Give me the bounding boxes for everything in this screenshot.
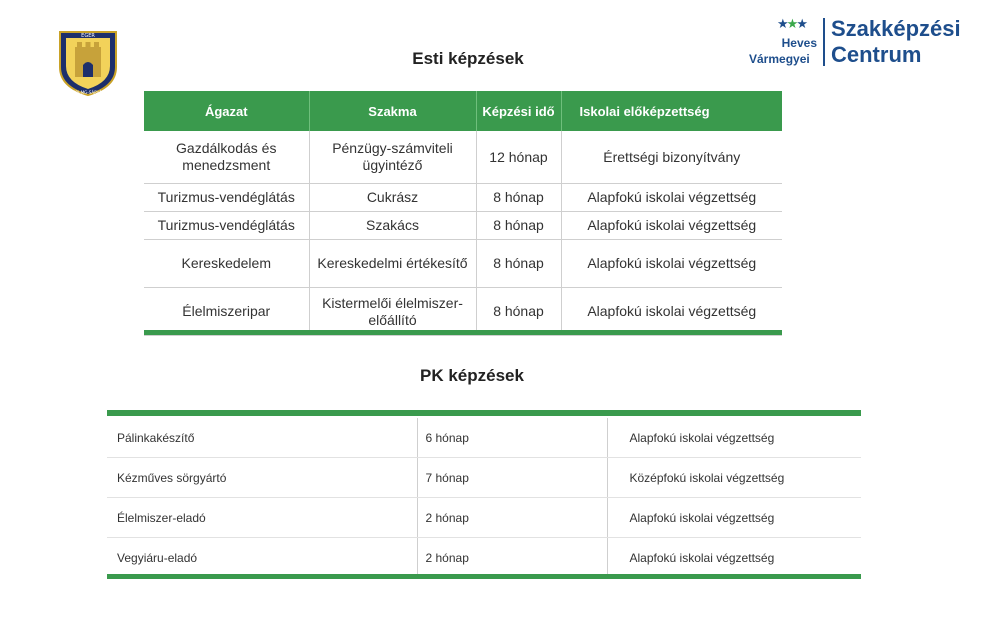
pk-table-top-bar <box>107 410 861 416</box>
table-row <box>107 458 861 498</box>
cell-szakma: Kézműves sörgyártó <box>107 458 417 498</box>
cell-elokepzettseg: Alapfokú iskolai végzettség <box>561 288 782 336</box>
logo-name-line2: Centrum <box>831 42 922 67</box>
cell-agazat: Turizmus-vendéglátás <box>144 184 309 212</box>
pk-table <box>107 418 861 578</box>
cell-elokepzettseg: Alapfokú iskolai végzettség <box>561 184 782 212</box>
cell-elokepzettseg: Alapfokú iskolai végzettség <box>607 418 861 458</box>
table-row <box>144 240 782 288</box>
cell-ido: 12 hónap <box>476 131 561 184</box>
cell-ido: 7 hónap <box>417 458 607 498</box>
pk-table-bottom-bar <box>107 574 861 579</box>
logo-region-line2: Vármegyei <box>749 52 810 66</box>
cell-ido: 6 hónap <box>417 418 607 458</box>
esti-header-elokepzettseg: Iskolai előképzettség <box>561 91 782 131</box>
logo-region-line1: Heves <box>781 36 817 50</box>
table-row <box>107 418 861 458</box>
cell-elokepzettseg: Alapfokú iskolai végzettség <box>561 240 782 288</box>
cell-szakma: Kistermelői élelmiszer-előállító <box>309 288 476 336</box>
esti-header-row <box>144 91 782 131</box>
cell-elokepzettseg: Alapfokú iskolai végzettség <box>607 538 861 578</box>
cell-elokepzettseg: Alapfokú iskolai végzettség <box>561 212 782 240</box>
cell-agazat: Kereskedelem <box>144 240 309 288</box>
stars-icon: ★★★ <box>777 16 806 31</box>
cell-elokepzettseg: Alapfokú iskolai végzettség <box>607 498 861 538</box>
esti-header-szakma: Szakma <box>309 91 476 131</box>
cell-agazat: Élelmiszeripar <box>144 288 309 336</box>
cell-ido: 2 hónap <box>417 498 607 538</box>
cell-szakma: Vegyiáru-eladó <box>107 538 417 578</box>
cell-agazat: Gazdálkodás és menedzsment <box>144 131 309 184</box>
cell-agazat: Turizmus-vendéglátás <box>144 212 309 240</box>
cell-ido: 8 hónap <box>476 288 561 336</box>
cell-szakma: Pénzügy-számviteli ügyintéző <box>309 131 476 184</box>
cell-szakma: Pálinkakészítő <box>107 418 417 458</box>
esti-header-agazat: Ágazat <box>144 91 309 131</box>
esti-table <box>144 91 782 336</box>
esti-header-kepzesi-ido: Képzési idő <box>476 91 561 131</box>
szakkepzesi-centrum-logo <box>747 14 987 70</box>
table-row <box>144 212 782 240</box>
cell-elokepzettseg: Érettségi bizonyítvány <box>561 131 782 184</box>
cell-ido: 2 hónap <box>417 538 607 578</box>
table-row <box>144 131 782 184</box>
cell-szakma: Cukrász <box>309 184 476 212</box>
table-row <box>107 538 861 578</box>
esti-table-bottom-bar <box>144 330 782 335</box>
cell-ido: 8 hónap <box>476 212 561 240</box>
logo-name-line1: Szakképzési <box>831 16 961 41</box>
logo-divider <box>823 18 825 66</box>
cell-szakma: Élelmiszer-eladó <box>107 498 417 538</box>
table-row <box>144 184 782 212</box>
school-crest-logo <box>57 29 119 97</box>
cell-szakma: Szakács <box>309 212 476 240</box>
crest-ring-text: KERI-MG-SÁRVÁRI <box>70 90 106 95</box>
esti-section-title: Esti képzések <box>412 49 524 68</box>
cell-ido: 8 hónap <box>476 240 561 288</box>
table-row <box>107 498 861 538</box>
cell-elokepzettseg: Középfokú iskolai végzettség <box>607 458 861 498</box>
table-row <box>144 288 782 336</box>
cell-ido: 8 hónap <box>476 184 561 212</box>
pk-section-title: PK képzések <box>420 366 524 385</box>
cell-szakma: Kereskedelmi értékesítő <box>309 240 476 288</box>
crest-top-text: EGER <box>81 33 95 39</box>
